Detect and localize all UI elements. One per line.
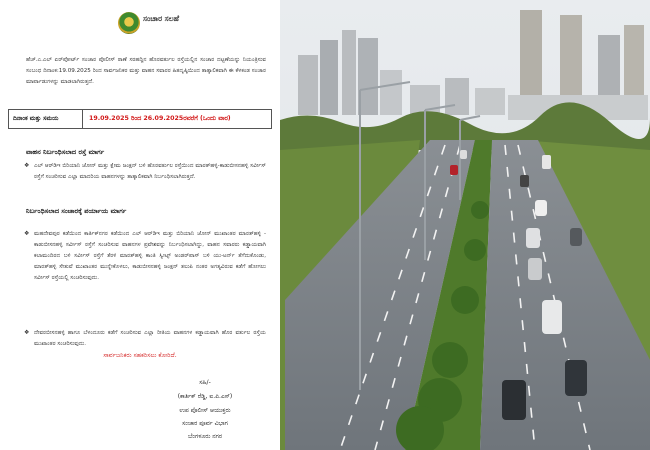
alternate-route-heading: ನಿರ್ಬಂಧಿಸಲಾದ ಸಂಚಾರಕ್ಕೆ ಪರ್ಯಾಯ ಮಾರ್ಗ	[26, 207, 127, 215]
date-value: 19.09.2025 ರಿಂದ 26.09.2025ರವರೆಗೆ (ಒಂದು ವಾರ)	[89, 115, 231, 122]
highway-photo	[280, 0, 650, 450]
date-time-box	[8, 109, 272, 129]
highway-scene	[280, 0, 650, 450]
alternate-route-text-1: ❖ ಮಹದೇವಪುರ ಕಡೆಯಿಂದ ಕಾರ್ತಿಕ್‌ನಗರ ಕಡೆಯಿಂದ ಎಲ್ ಆರ್‌ಡಿಇ ಮತ್ತು ಬಿರಿಯಾನಿ ಜೋನ್ ಮುಖಾಂತರ ಮಾರತ್‌ಹಳ್ಳಿ - ಕಾಡುಬೀಸನಹಳ್ಳಿ ಸರ್ವೀಸ್ ರಸ್ತೆಗೆ ಸಂಚರಿಸುವ ವಾಹನಗಳ ಪ್ರವೇಶವನ್ನು ನಿರ್ಬಂಧಿಸಲಾಗಿದ್ದು, ವಾಹನ ಸವಾರರು ಕಡ್ಡಾಯವಾಗಿ ಕಲಾಮಂದಿರದ ಬಳಿ ಸರ್ವೀಸ್ ರಸ್ತೆಗೆ ತೆರಳಿ ಮಾರತ್‌ಹಳ್ಳಿ ಕಾಂತಿ ಸ್ವೀಟ್ಸ್ ಅಂಡರ್‌ಪಾಸ್ ಬಳಿ ಯು-ಟರ್ನ್ ತೆಗೆದುಕೊಂಡು, ಮಾರತ್‌ಹಳ್ಳಿ ಸೇತುವೆ ಮುಖಾಂತರ ಮುನ್ನೇಕೊಳಲು, ಕಾಡುಬೀಸನಹಳ್ಳಿ ಜಂಕ್ಷನ್ ತಲುಪಿ ನಂತರ ಅಗತ್ಯವಿರುವ ಕಡೆಗೆ ಹೋಗಲು ಸರ್ವೀಸ್ ರಸ್ತೆಯಲ್ಲಿ ಸಂಚರಿಸುವುದು.	[34, 229, 266, 284]
notice-intro: ಹೆಚ್.ಎ.ಎಲ್ ಏರ್‌ಪೋರ್ಟ್ ಸಂಚಾರ ಪೊಲೀಸ್ ಠಾಣೆ ಸರಹದ್ದಿನ ಹೊರವರ್ತುಲ ರಸ್ತೆಯಲ್ಲಿನ ಸಂಚಾರ ದಟ್ಟಣೆಯನ್ನು ನಿಯಂತ್ರಿಸುವ ಸಂಬಂಧ ದಿನಾಂಕ:19.09.2025 ರಿಂದ ಸಾರ್ವಜನಿಕರ ಮತ್ತು ವಾಹನ ಸವಾರರ ಹಿತದೃಷ್ಠಿಯಿಂದ ತಾತ್ಕಾಲಿಕವಾಗಿ ಈ ಕೆಳಕಂಡ ಸಂಚಾರ ಮಾರ್ಪಾಡುಗಳನ್ನು ಮಾಡಲಾಗಿರುತ್ತದೆ.	[26, 57, 266, 85]
traffic-advisory-notice	[0, 0, 280, 450]
signatory-city: ಬೆಂಗಳೂರು ನಗರ	[187, 433, 223, 440]
restricted-route-heading: ವಾಹನ ನಿರ್ಬಂಧಿಸಲಾದ ರಸ್ತೆ ಮಾರ್ಗ	[26, 148, 105, 156]
notice-title: ಸಂಚಾರ ಸಲಹೆ	[143, 14, 179, 23]
police-emblem-icon	[118, 12, 140, 34]
signature-mark: ಸಹಿ/-	[199, 379, 211, 386]
restricted-route-text: ❖ ಎಲ್ ಆರ್‌ಡಿಇ ಬಿರಿಯಾನಿ ಜೋನ್ ಮತ್ತು ಕ್ಷೇಮ ಜಂಕ್ಷನ್ ಬಳಿ ಹೊರವರ್ತುಲ ರಸ್ತೆಯಿಂದ ಮಾರತ್‌ಹಳ್ಳಿ-ಕಾಡುಬೀಸನಹಳ್ಳಿ ಸರ್ವೀಸ್ ರಸ್ತೆಗೆ ಸಂಚರಿಸುವ ಎಲ್ಲಾ ಮಾದರಿಯ ವಾಹನಗಳನ್ನು ತಾತ್ಕಾಲಿಕವಾಗಿ ನಿರ್ಬಂಧಿಸಲಾಗಿರುತ್ತದೆ.	[34, 161, 266, 183]
date-label: ದಿನಾಂಕ ಮತ್ತು ಸಮಯ	[9, 110, 83, 128]
signatory-name: (ಕಾರ್ತಿಕ್ ರೆಡ್ಡಿ, ಐ.ಪಿ.ಎಸ್)	[177, 393, 233, 400]
signatory-division: ಸಂಚಾರ ಪೂರ್ವ ವಿಭಾಗ	[182, 420, 228, 427]
alternate-route-text-2: ❖ ದೇವರಬೀಸನಹಳ್ಳಿ ಹಾಗೂ ಬೆಳಂದೂರು ಕಡೆಗೆ ಸಂಚರಿಸುವ ಎಲ್ಲಾ ರೀತಿಯ ವಾಹನಗಳ ಕಡ್ಡಾಯವಾಗಿ ಹೊರ ವರ್ತುಲ ರಸ್ತೆಯ ಮುಖಾಂತರ ಸಂಚರಿಸುವುದು.	[34, 328, 266, 350]
signatory-designation: ಉಪ ಪೊಲೀಸ್ ಆಯುಕ್ತರು	[179, 407, 231, 414]
cooperation-request: ಸಾರ್ವಜನಿಕರು ಸಹಕರಿಸಲು ಕೋರಿದೆ.	[103, 352, 177, 359]
